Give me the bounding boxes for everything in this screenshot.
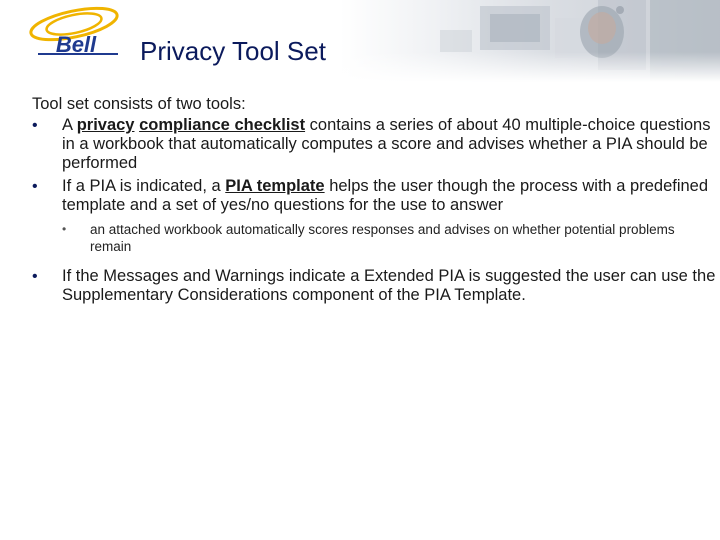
- slide-title: Privacy Tool Set: [140, 36, 326, 66]
- sub-bullet-item: [62, 221, 716, 255]
- bullet-dot-icon: •: [32, 268, 38, 285]
- sub-bullet-text: an attached workbook automatically scores responses and advises on whether potential problems remain: [90, 222, 675, 254]
- bullet1-pre: A: [62, 116, 77, 134]
- bullet-dot-icon: •: [32, 178, 38, 195]
- bell-logo-graphic: [18, 2, 130, 68]
- bullet-item-checklist: [32, 116, 716, 173]
- bullet-item-extended: [32, 267, 716, 305]
- bullet-item-template: [32, 177, 716, 255]
- slide-body: [32, 95, 716, 305]
- pia-template-link[interactable]: PIA template: [225, 177, 325, 195]
- bullet2-pre: If a PIA is indicated, a: [62, 177, 226, 195]
- sub-bullet-list: [62, 221, 716, 255]
- bullet1-post: contains a series of about 40 multiple-choice questions in a workbook that automatically computes a score and advises whether a PIA should be performed: [62, 116, 711, 172]
- privacy-link[interactable]: privacy: [76, 116, 135, 134]
- logo-text: Bell: [55, 32, 97, 57]
- bullet-dot-icon: •: [32, 117, 38, 134]
- bullet3-text: If the Messages and Warnings indicate a Extended PIA is suggested the user can use the Supplementary Considerations component of the PIA Template.: [62, 267, 716, 304]
- header-photo: [340, 0, 720, 82]
- bullet2-post: helps the user though the process with a predefined template and a set of yes/no questions for the use to answer: [62, 177, 709, 214]
- intro-text: Tool set consists of two tools:: [32, 95, 246, 113]
- bell-logo: [18, 2, 130, 68]
- sub-bullet-dot-icon: •: [62, 222, 67, 236]
- compliance-checklist-link[interactable]: compliance checklist: [139, 116, 306, 134]
- bullet-list: [32, 116, 716, 305]
